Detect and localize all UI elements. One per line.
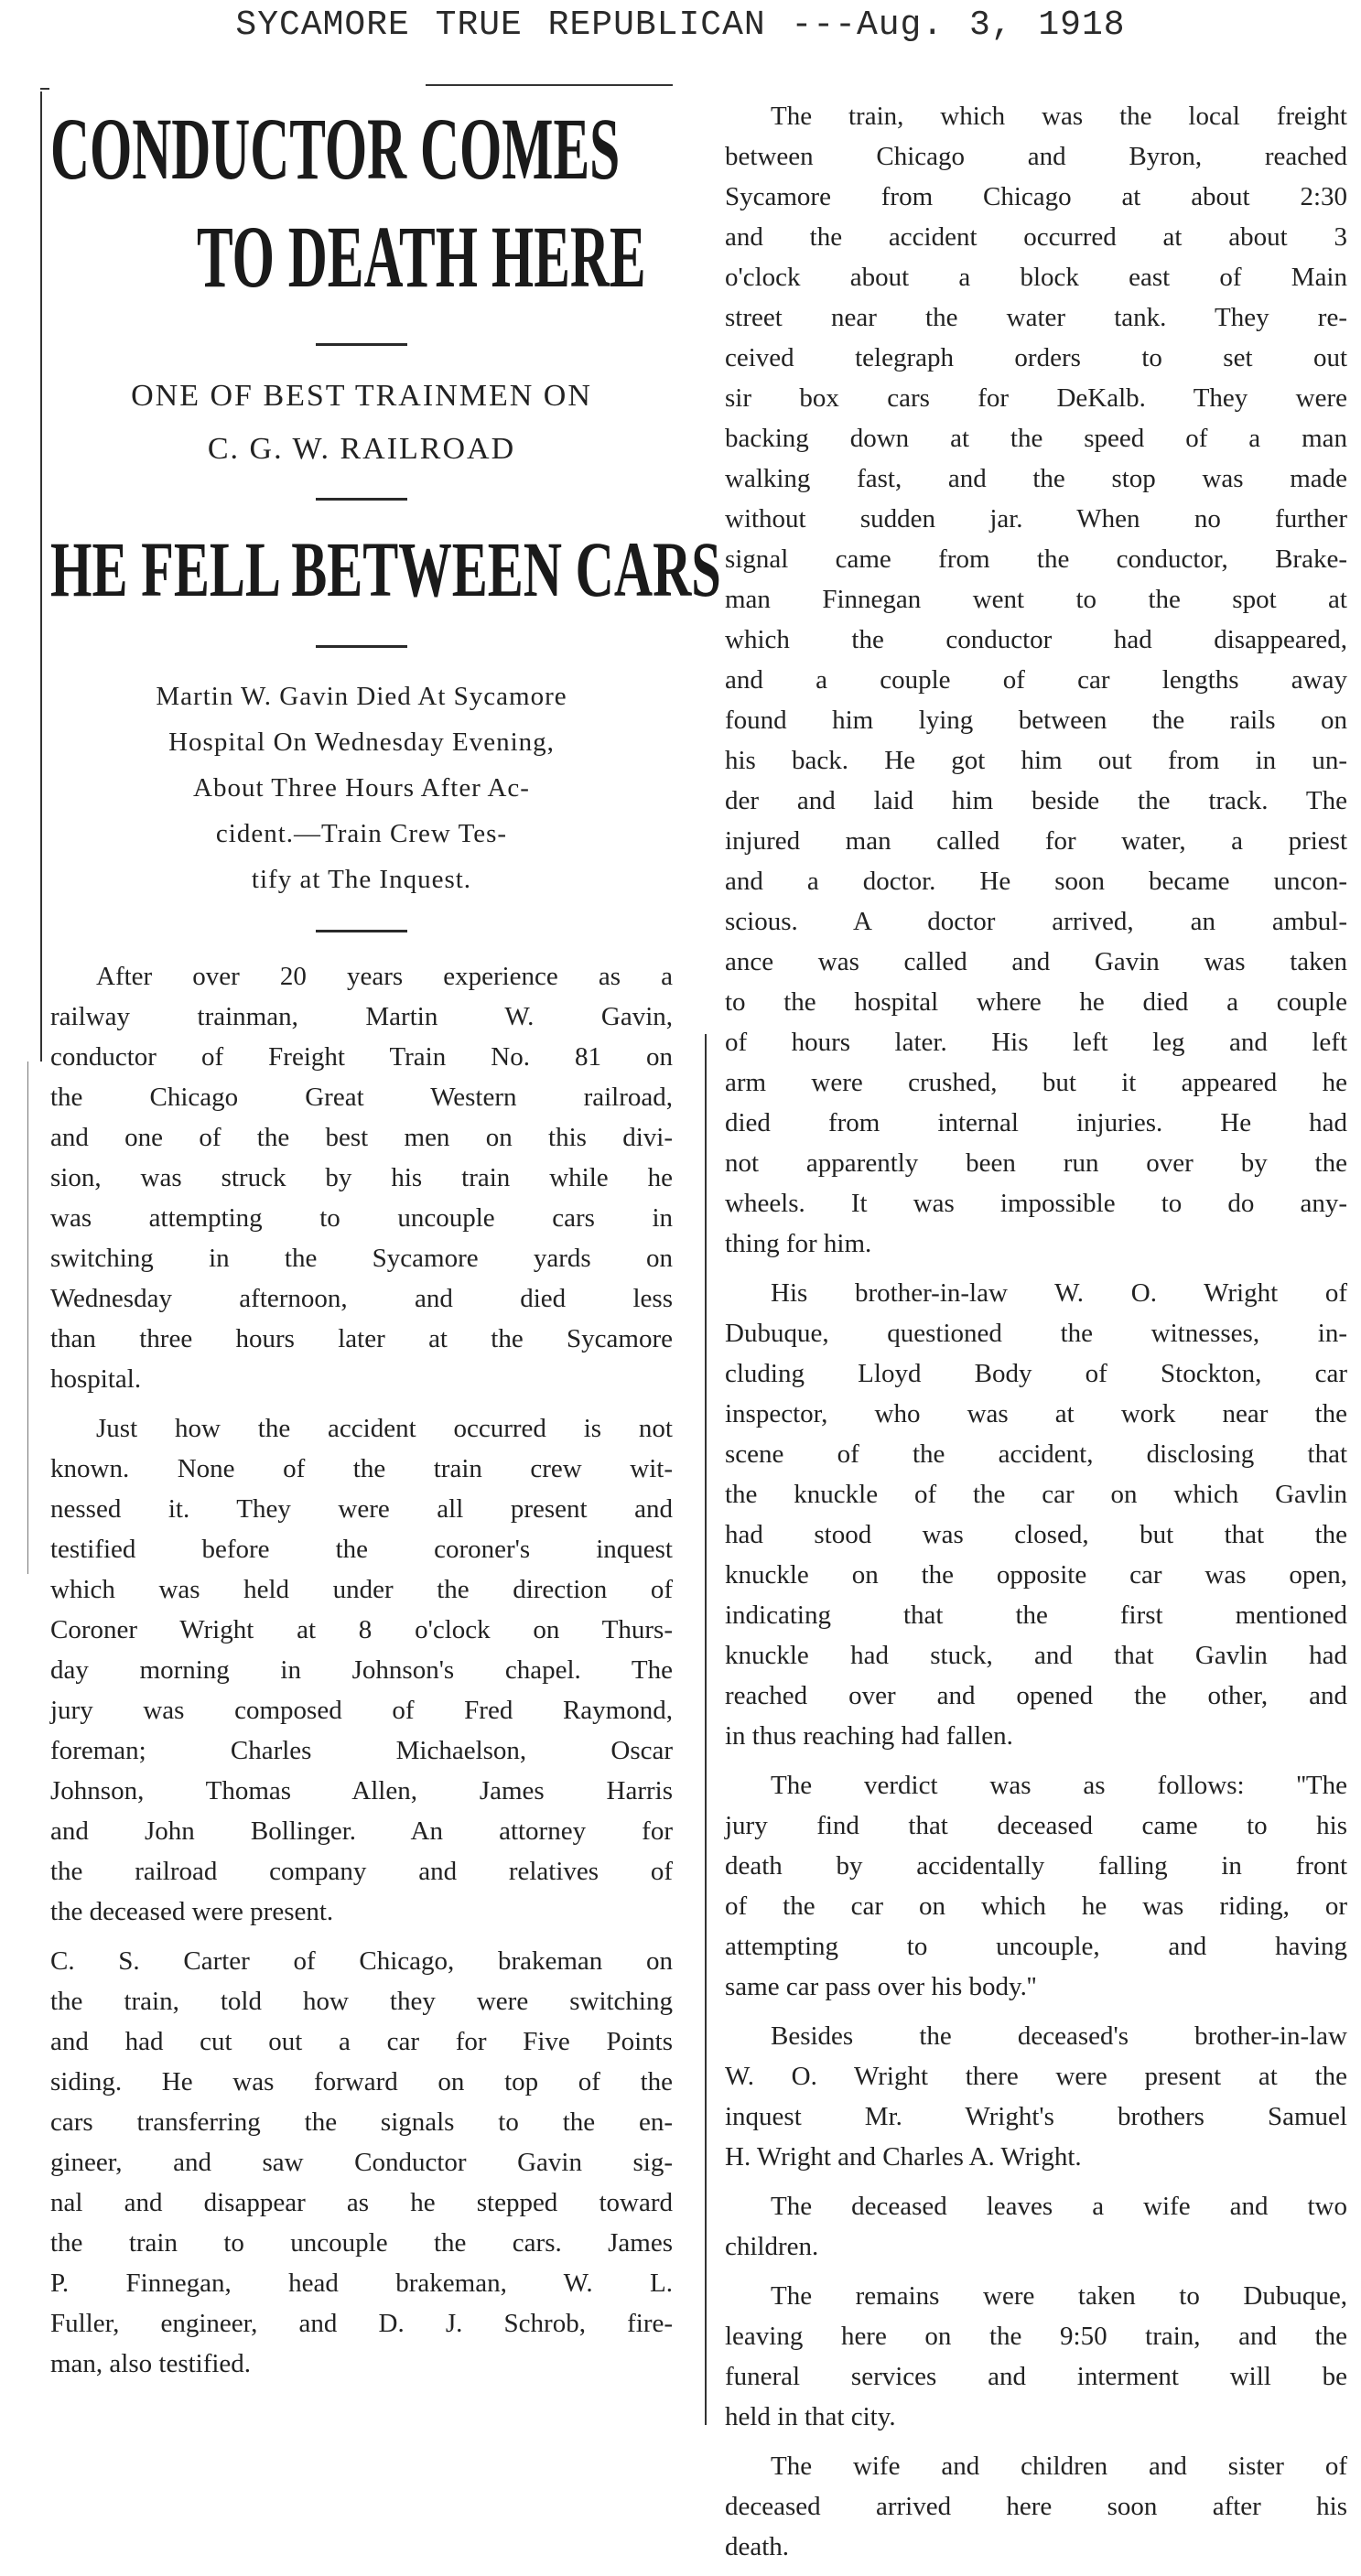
subdeck-line: tify at The Inquest. xyxy=(251,865,472,894)
text-line: gineer, and saw Conductor Gavin sig- xyxy=(50,2148,673,2177)
text-line: same car pass over his body.'' xyxy=(725,1972,1037,2001)
text-line: his back. He got him out from in un- xyxy=(725,746,1347,775)
text-line: thing for him. xyxy=(725,1229,872,1258)
right-body xyxy=(725,96,1347,2567)
column-rule-tick xyxy=(40,88,49,90)
publication-date: Aug. 3, 1918 xyxy=(856,5,1126,45)
text-line: cluding Lloyd Body of Stockton, car xyxy=(725,1359,1347,1388)
text-line: The verdict was as follows: ''The xyxy=(771,1771,1347,1800)
text-line: and the accident occurred at about 3 xyxy=(725,222,1347,252)
text-line: children. xyxy=(725,2232,819,2261)
text-line: scene of the accident, disclosing that xyxy=(725,1439,1347,1469)
text-line: not apparently been run over by the xyxy=(725,1148,1347,1178)
text-line: sion, was struck by his train while he xyxy=(50,1163,673,1192)
text-line: and John Bollinger. An attorney for xyxy=(50,1816,673,1846)
text-line: The remains were taken to Dubuque, xyxy=(771,2281,1347,2311)
text-line: cars transferring the signals to the en- xyxy=(50,2107,673,2137)
text-line: died from internal injuries. He had xyxy=(725,1108,1347,1137)
publication-name: SYCAMORE TRUE REPUBLICAN xyxy=(235,5,766,45)
text-line: The train, which was the local freight xyxy=(771,102,1347,131)
text-line: and a couple of car lengths away xyxy=(725,665,1347,695)
text-line: His brother-in-law W. O. Wright of xyxy=(771,1278,1347,1308)
text-line: The wife and children and sister of xyxy=(771,2452,1347,2481)
text-line: the knuckle of the car on which Gavlin xyxy=(725,1480,1347,1509)
subdeck-line: cident.—Train Crew Tes- xyxy=(215,819,508,848)
text-line: Johnson, Thomas Allen, James Harris xyxy=(50,1776,673,1805)
text-line: in thus reaching had fallen. xyxy=(725,1721,1013,1751)
text-line: jury was composed of Fred Raymond, xyxy=(50,1696,673,1725)
article-paragraph xyxy=(725,1273,1347,1756)
text-line: W. O. Wright there were present at the xyxy=(725,2062,1347,2091)
text-line: the train to uncouple the cars. James xyxy=(50,2228,673,2258)
text-line: deceased arrived here soon after his xyxy=(725,2492,1347,2521)
text-line: backing down at the speed of a man xyxy=(725,424,1347,453)
text-line: o'clock about a block east of Main xyxy=(725,263,1347,292)
text-line: wheels. It was impossible to do any- xyxy=(725,1189,1347,1218)
text-line: Sycamore from Chicago at about 2:30 xyxy=(725,182,1347,211)
left-column-rule-lower xyxy=(27,1062,28,1574)
text-line: walking fast, and the stop was made xyxy=(725,464,1347,493)
text-line: and had cut out a car for Five Points xyxy=(50,2027,673,2056)
text-line: Fuller, engineer, and D. J. Schrob, fire- xyxy=(50,2309,673,2338)
text-line: which the conductor had disappeared, xyxy=(725,625,1347,654)
subdeck-line: Hospital On Wednesday Evening, xyxy=(168,728,555,757)
article-paragraph xyxy=(725,2016,1347,2177)
text-line: H. Wright and Charles A. Wright. xyxy=(725,2142,1082,2172)
text-line: of hours later. His left leg and left xyxy=(725,1028,1347,1057)
text-line: inquest Mr. Wright's brothers Samuel xyxy=(725,2102,1347,2131)
text-line: the deceased were present. xyxy=(50,1897,334,1926)
masthead-separator: --- xyxy=(791,5,857,45)
text-line: injured man called for water, a priest xyxy=(725,826,1347,856)
text-line: the train, told how they were switching xyxy=(50,1987,673,2016)
article-paragraph xyxy=(50,1941,673,2384)
text-line: funeral services and interment will be xyxy=(725,2362,1347,2391)
text-line: death. xyxy=(725,2532,790,2561)
text-line: day morning in Johnson's chapel. The xyxy=(50,1655,673,1685)
subdeck-line: Martin W. Gavin Died At Sycamore xyxy=(156,682,567,711)
article-paragraph xyxy=(725,2186,1347,2267)
article-paragraph xyxy=(725,2276,1347,2437)
article-paragraph xyxy=(725,2446,1347,2567)
text-line: railway trainman, Martin W. Gavin, xyxy=(50,1002,673,1031)
article-paragraph xyxy=(50,956,673,1399)
text-line: to the hospital where he died a couple xyxy=(725,987,1347,1017)
text-line: reached over and opened the other, and xyxy=(725,1681,1347,1710)
deck-line-2: C. G. W. RAILROAD xyxy=(207,432,516,466)
text-line: Dubuque, questioned the witnesses, in- xyxy=(725,1319,1347,1348)
headline-2: HE FELL BETWEEN CARS xyxy=(50,525,721,613)
text-line: Besides the deceased's brother-in-law xyxy=(771,2021,1347,2051)
text-line: testified before the coroner's inquest xyxy=(50,1535,673,1564)
text-line: the railroad company and relatives of xyxy=(50,1857,673,1886)
left-column xyxy=(50,87,721,2393)
text-line: scious. A doctor arrived, an ambul- xyxy=(725,907,1347,936)
text-line: ance was called and Gavin was taken xyxy=(725,947,1347,976)
masthead xyxy=(0,5,1361,45)
text-line: C. S. Carter of Chicago, brakeman on xyxy=(50,1946,673,1976)
text-line: found him lying between the rails on xyxy=(725,706,1347,735)
text-line: The deceased leaves a wife and two xyxy=(771,2192,1347,2221)
text-line: jury find that deceased came to his xyxy=(725,1811,1347,1840)
text-line: signal came from the conductor, Brake- xyxy=(725,544,1347,574)
text-line: known. None of the train crew wit- xyxy=(50,1454,673,1483)
text-line: inspector, who was at work near the xyxy=(725,1399,1347,1428)
text-line: leaving here on the 9:50 train, and the xyxy=(725,2322,1347,2351)
text-line: of the car on which he was riding, or xyxy=(725,1892,1347,1921)
text-line: Wednesday afternoon, and died less xyxy=(50,1284,673,1313)
text-line: had stood was closed, but that the xyxy=(725,1520,1347,1549)
text-line: street near the water tank. They re- xyxy=(725,303,1347,332)
text-line: foreman; Charles Michaelson, Oscar xyxy=(50,1736,673,1765)
text-line: After over 20 years experience as a xyxy=(96,962,673,991)
article-paragraph xyxy=(725,1765,1347,2007)
text-line: without sudden jar. When no further xyxy=(725,504,1347,534)
deck-line-1: ONE OF BEST TRAINMEN ON xyxy=(131,379,592,413)
text-line: nal and disappear as he stepped toward xyxy=(50,2188,673,2217)
text-line: switching in the Sycamore yards on xyxy=(50,1244,673,1273)
text-line: Just how the accident occurred is not xyxy=(96,1414,673,1443)
text-line: P. Finnegan, head brakeman, W. L. xyxy=(50,2269,673,2298)
text-line: nessed it. They were all present and xyxy=(50,1494,673,1524)
article-paragraph xyxy=(725,96,1347,1264)
text-line: ceived telegraph orders to set out xyxy=(725,343,1347,372)
headline-line-1: CONDUCTOR COMES xyxy=(50,100,621,198)
left-body xyxy=(50,956,673,2384)
text-line: knuckle on the opposite car was open, xyxy=(725,1560,1347,1590)
text-line: which was held under the direction of xyxy=(50,1575,673,1604)
text-line: indicating that the first mentioned xyxy=(725,1601,1347,1630)
text-line: the Chicago Great Western railroad, xyxy=(50,1083,673,1112)
headline-line-2: TO DEATH HERE xyxy=(197,208,646,306)
text-line: siding. He was forward on top of the xyxy=(50,2067,673,2096)
text-line: hospital. xyxy=(50,1364,142,1394)
text-line: between Chicago and Byron, reached xyxy=(725,142,1347,171)
left-column-rule xyxy=(40,92,42,1062)
top-rule xyxy=(426,84,673,86)
text-line: than three hours later at the Sycamore xyxy=(50,1324,673,1353)
text-line: man, also testified. xyxy=(50,2349,252,2378)
text-line: knuckle had stuck, and that Gavlin had xyxy=(725,1641,1347,1670)
text-line: and a doctor. He soon became uncon- xyxy=(725,867,1347,896)
subdeck xyxy=(50,674,673,902)
text-line: der and laid him beside the track. The xyxy=(725,786,1347,815)
text-line: Coroner Wright at 8 o'clock on Thurs- xyxy=(50,1615,673,1644)
text-line: and one of the best men on this divi- xyxy=(50,1123,673,1152)
subdeck-line: About Three Hours After Ac- xyxy=(193,773,530,803)
text-line: man Finnegan went to the spot at xyxy=(725,585,1347,614)
right-column xyxy=(725,96,1347,2576)
text-line: death by accidentally falling in front xyxy=(725,1851,1347,1881)
text-line: held in that city. xyxy=(725,2402,896,2431)
text-line: was attempting to uncouple cars in xyxy=(50,1203,673,1233)
text-line: sir box cars for DeKalb. They were xyxy=(725,383,1347,413)
text-line: conductor of Freight Train No. 81 on xyxy=(50,1042,673,1072)
article-paragraph xyxy=(50,1408,673,1932)
column-divider-rule xyxy=(705,1034,707,2425)
text-line: attempting to uncouple, and having xyxy=(725,1932,1347,1961)
text-line: arm were crushed, but it appeared he xyxy=(725,1068,1347,1097)
